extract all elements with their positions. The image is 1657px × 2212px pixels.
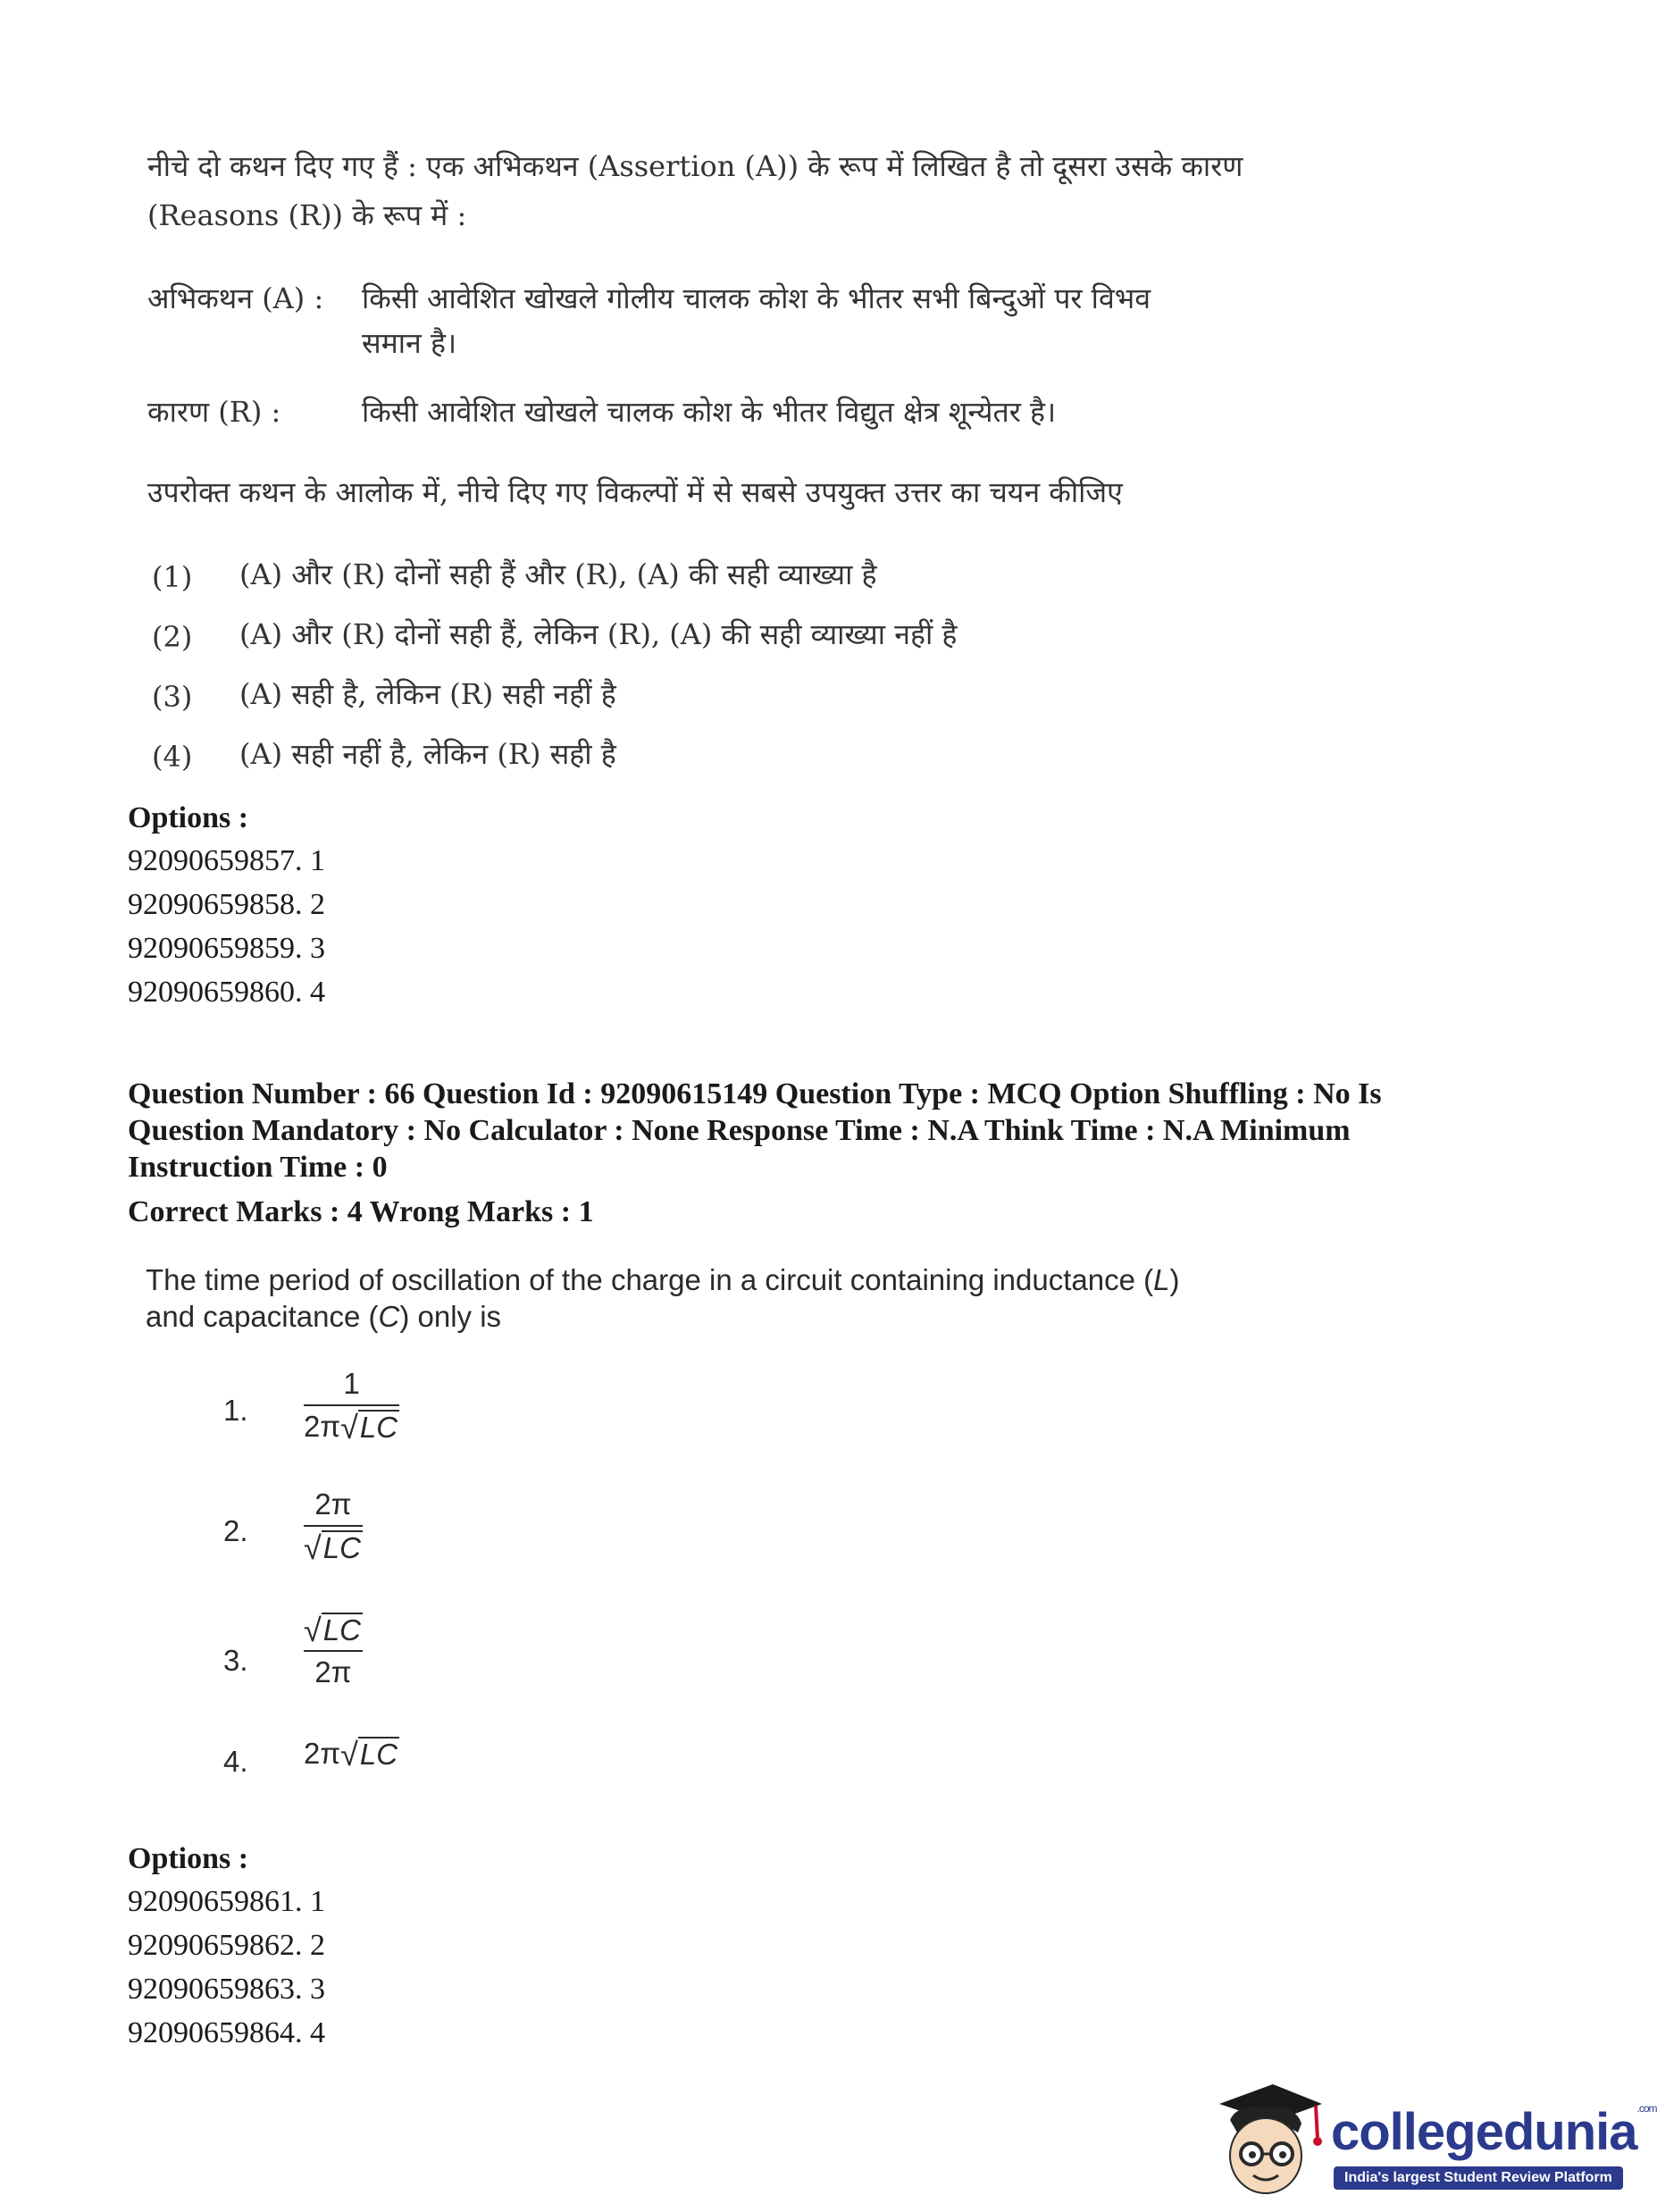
options-heading: Options :	[128, 801, 249, 834]
choice-number: 1.	[223, 1394, 248, 1427]
option-id: 92090659863. 3	[128, 1973, 325, 2006]
option-id: 92090659862. 2	[128, 1929, 325, 1962]
choice-text: (A) सही नहीं है, लेकिन (R) सही है	[239, 737, 616, 771]
choice-number: (1)	[152, 560, 193, 594]
reason-label: कारण (R) :	[147, 395, 281, 429]
assertion-text-1: किसी आवेशित खोखले गोलीय चालक कोश के भीतर सभी बिन्दुओं पर विभव	[362, 281, 1151, 315]
choice-text: (A) और (R) दोनों सही हैं और (R), (A) की सही व्याख्या है	[239, 557, 877, 591]
intro-line-2: (Reasons (R)) के रूप में :	[147, 198, 467, 232]
intro-line-1: नीचे दो कथन दिए गए हैं : एक अभिकथन (Assertion (A)) के रूप में लिखित है तो दूसरा उसके कारण	[147, 149, 1243, 183]
question-meta-line-3: Instruction Time : 0	[128, 1151, 388, 1184]
mascot-icon	[1210, 2077, 1326, 2202]
formula-choice-1: 1 2π √ LC	[304, 1367, 398, 1446]
option-id: 92090659861. 1	[128, 1885, 325, 1918]
logo-tagline: India's largest Student Review Platform	[1334, 2166, 1623, 2190]
choice-number: 2.	[223, 1514, 248, 1547]
formula-choice-4: 2π √ LC	[304, 1736, 398, 1773]
option-id: 92090659858. 2	[128, 888, 325, 921]
question-text-line-2: and capacitance (C) only is	[146, 1300, 502, 1333]
option-id: 92090659864. 4	[128, 2016, 325, 2049]
instruction-text: उपरोक्त कथन के आलोक में, नीचे दिए गए विकल्पों में से सबसे उपयुक्त उत्तर का चयन कीजिए	[147, 475, 1123, 509]
question-meta-line-1: Question Number : 66 Question Id : 92090615149 Question Type : MCQ Option Shuffling : No Is	[128, 1077, 1382, 1110]
reason-text: किसी आवेशित खोखले चालक कोश के भीतर विद्युत क्षेत्र शून्येतर है।	[362, 395, 1057, 429]
question-text-line-1: The time period of oscillation of the charge in a circuit containing inductance (L)	[146, 1263, 1180, 1296]
marks-line: Correct Marks : 4 Wrong Marks : 1	[128, 1195, 594, 1228]
options-heading: Options :	[128, 1842, 249, 1875]
choice-number: 3.	[223, 1644, 248, 1677]
formula-choice-3: √ LC 2π	[304, 1612, 361, 1689]
option-id: 92090659860. 4	[128, 976, 325, 1009]
option-id: 92090659859. 3	[128, 932, 325, 965]
choice-number: (4)	[152, 740, 193, 774]
choice-text: (A) और (R) दोनों सही हैं, लेकिन (R), (A) की सही व्याख्या नहीं है	[239, 617, 958, 651]
logo-wordmark: collegedunia$^{.com}$	[1331, 2102, 1657, 2161]
option-id: 92090659857. 1	[128, 844, 325, 877]
assertion-text-2: समान है।	[362, 326, 457, 360]
assertion-label: अभिकथन (A) :	[147, 281, 324, 315]
choice-number: (2)	[152, 620, 193, 654]
choice-text: (A) सही है, लेकिन (R) सही नहीं है	[239, 677, 616, 711]
choice-number: (3)	[152, 680, 193, 714]
formula-choice-2: 2π √ LC	[304, 1487, 361, 1567]
collegedunia-logo	[1210, 2077, 1657, 2202]
choice-number: 4.	[223, 1745, 248, 1778]
question-meta-line-2: Question Mandatory : No Calculator : None Response Time : N.A Think Time : N.A Minimum	[128, 1114, 1351, 1147]
